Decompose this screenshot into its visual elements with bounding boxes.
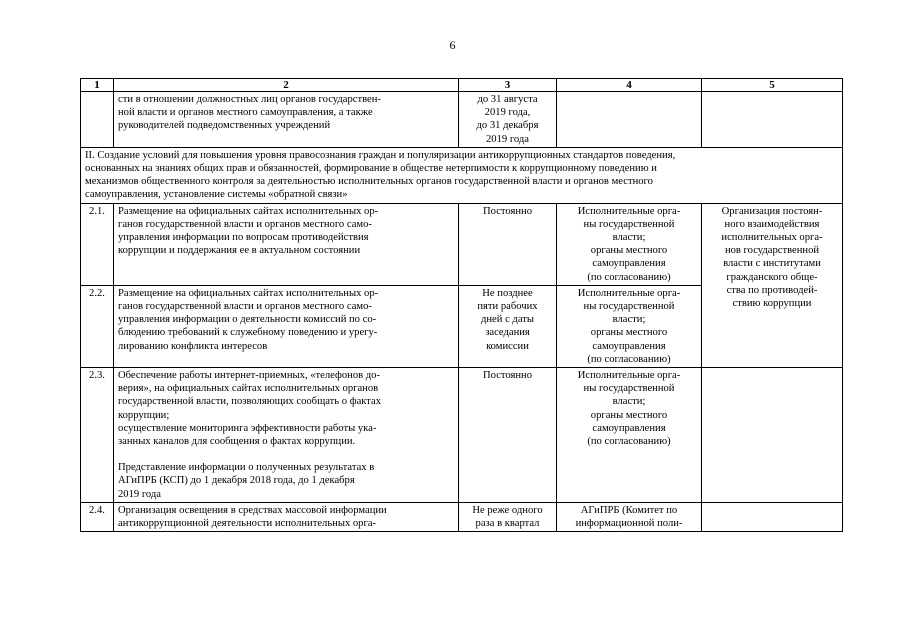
description-line: управления информации по вопросам противодействия	[118, 232, 369, 244]
deadline-line: пяти рабочих	[477, 301, 538, 313]
executor-line: Исполнительные орга-	[577, 370, 681, 382]
executor-line: органы местного	[590, 409, 668, 421]
section-title-line: механизмов общественного контроля за деятельностью исполнительных органов государственной власти и органов местного	[85, 176, 653, 188]
result-line: власти с институтами	[723, 258, 821, 270]
executors-cell	[557, 285, 702, 367]
result-cell	[702, 92, 843, 148]
continuation-row	[81, 92, 843, 148]
executor-line: АГиПРБ (Комитет по	[580, 504, 678, 516]
executor-line: власти;	[612, 396, 646, 408]
row-number-cell: 2.3.	[81, 368, 114, 503]
executor-line: самоуправления	[592, 340, 666, 352]
result-line: Организация постоян-	[721, 205, 823, 217]
executor-line: ны государственной	[583, 301, 675, 313]
section-title-line: II. Создание условий для повышения уровня правосознания граждан и популяризации антикоррупционных стандартов поведения,	[85, 149, 676, 161]
result-line: ствию коррупции	[732, 298, 812, 310]
deadline-line: 2019 года,	[484, 107, 531, 119]
description-line: верия», на официальных сайтах исполнительных органов	[118, 383, 379, 395]
section-header-row	[81, 147, 843, 203]
row-number-cell: 2.4.	[81, 502, 114, 531]
description-line: коррупции и поддержания ее в актуальном состоянии	[118, 245, 361, 257]
result-cell	[702, 502, 843, 531]
measures-table	[80, 78, 843, 532]
executor-line: ны государственной	[583, 218, 675, 230]
description-line: руководителей подведомственных учреждений	[118, 120, 331, 132]
description-line: государственной власти, позволяющих сообщать о фактах	[118, 396, 382, 408]
description-line: ганов государственной власти и органов местного само-	[118, 301, 372, 313]
deadline-line: раза в квартал	[475, 518, 540, 530]
row-number-cell: 2.1.	[81, 203, 114, 285]
description-line: коррупции;	[118, 409, 170, 421]
deadline-line: до 31 декабря	[476, 120, 539, 132]
description-line: лированию конфликта интересов	[118, 340, 268, 352]
result-line: исполнительных орга-	[721, 232, 823, 244]
description-line: антикоррупционной деятельности исполнительных орга-	[118, 518, 377, 530]
column-header-1: 1	[81, 79, 114, 92]
executor-line: власти;	[612, 314, 646, 326]
row-number-cell: 2.2.	[81, 285, 114, 367]
measure-description-cell	[114, 203, 459, 285]
executor-line: органы местного	[590, 327, 668, 339]
table-row	[81, 368, 843, 503]
deadline-cell	[459, 502, 557, 531]
deadline-cell	[459, 203, 557, 285]
table-row	[81, 502, 843, 531]
deadline-line: комиссии	[486, 340, 529, 352]
column-header-4: 4	[557, 79, 702, 92]
section-title-line: основанных на знаниях общих прав и обязанностей, формирование в обществе нетерпимости к коррупционному поведению и	[85, 163, 657, 175]
measure-description-cell	[114, 368, 459, 503]
result-line: гражданского обще-	[726, 271, 818, 283]
description-line: осуществление мониторинга эффективности работы ука-	[118, 422, 377, 434]
measure-description-cell	[114, 502, 459, 531]
executor-line: самоуправления	[592, 422, 666, 434]
deadline-cell	[459, 285, 557, 367]
executors-cell	[557, 502, 702, 531]
executor-line: Исполнительные орга-	[577, 287, 681, 299]
section-title	[81, 147, 843, 203]
result-line: нов государственной	[724, 245, 820, 257]
description-line: АГиПРБ (КСП) до 1 декабря 2018 года, до 1 декабря	[118, 475, 355, 487]
column-number-header-row	[81, 79, 843, 92]
executor-line: самоуправления	[592, 258, 666, 270]
description-line: занных каналов для сообщения о фактах коррупции.	[118, 436, 356, 448]
executor-line: информационной поли-	[575, 518, 683, 530]
executor-line: органы местного	[590, 245, 668, 257]
result-cell	[702, 368, 843, 503]
page-number: 6	[449, 38, 456, 52]
deadline-cell	[459, 92, 557, 148]
deadline-line: Постоянно	[482, 370, 532, 382]
description-line: Размещение на официальных сайтах исполнительных ор-	[118, 287, 379, 299]
executor-line: (по согласованию)	[587, 436, 671, 448]
deadline-line: Не реже одного	[472, 504, 543, 516]
deadline-cell	[459, 368, 557, 503]
description-line: блюдению требований к служебному поведению и урегу-	[118, 327, 378, 339]
table-row	[81, 203, 843, 285]
executor-line: ны государственной	[583, 383, 675, 395]
measure-description-cell	[114, 92, 459, 148]
result-line: ства по противодей-	[726, 284, 818, 296]
deadline-line: Постоянно	[482, 205, 532, 217]
description-line: ганов государственной власти и органов местного само-	[118, 218, 372, 230]
column-header-3: 3	[459, 79, 557, 92]
description-line: ной власти и органов местного самоуправления, а также	[118, 107, 373, 119]
description-line: управления информации о деятельности комиссий по со-	[118, 314, 377, 326]
description-line: Представление информации о полученных результатах в	[118, 462, 375, 474]
description-line: сти в отношении должностных лиц органов государствен-	[118, 94, 381, 105]
description-line: Размещение на официальных сайтах исполнительных ор-	[118, 205, 379, 217]
column-header-2: 2	[114, 79, 459, 92]
expected-result-cell	[702, 203, 843, 367]
executors-cell	[557, 203, 702, 285]
section-title-line: самоуправления, установление системы «обратной связи»	[85, 189, 348, 201]
row-number-cell	[81, 92, 114, 148]
deadline-line: 2019 года	[485, 133, 529, 145]
executor-line: (по согласованию)	[587, 271, 671, 283]
description-line: 2019 года	[118, 488, 162, 500]
result-line: ного взаимодействия	[724, 218, 820, 230]
executor-line: власти;	[612, 232, 646, 244]
executor-line: (по согласованию)	[587, 353, 671, 365]
description-line: Обеспечение работы интернет-приемных, «телефонов до-	[118, 370, 380, 382]
deadline-line: дней с даты	[481, 314, 534, 326]
paragraph-gap	[118, 448, 454, 461]
deadline-line: заседания	[485, 327, 530, 339]
executor-line: Исполнительные орга-	[577, 205, 681, 217]
executors-cell	[557, 92, 702, 148]
deadline-line: Не позднее	[482, 287, 533, 299]
measure-description-cell	[114, 285, 459, 367]
description-line: Организация освещения в средствах массовой информации	[118, 504, 387, 516]
executors-cell	[557, 368, 702, 503]
column-header-5: 5	[702, 79, 843, 92]
deadline-line: до 31 августа	[477, 94, 538, 105]
